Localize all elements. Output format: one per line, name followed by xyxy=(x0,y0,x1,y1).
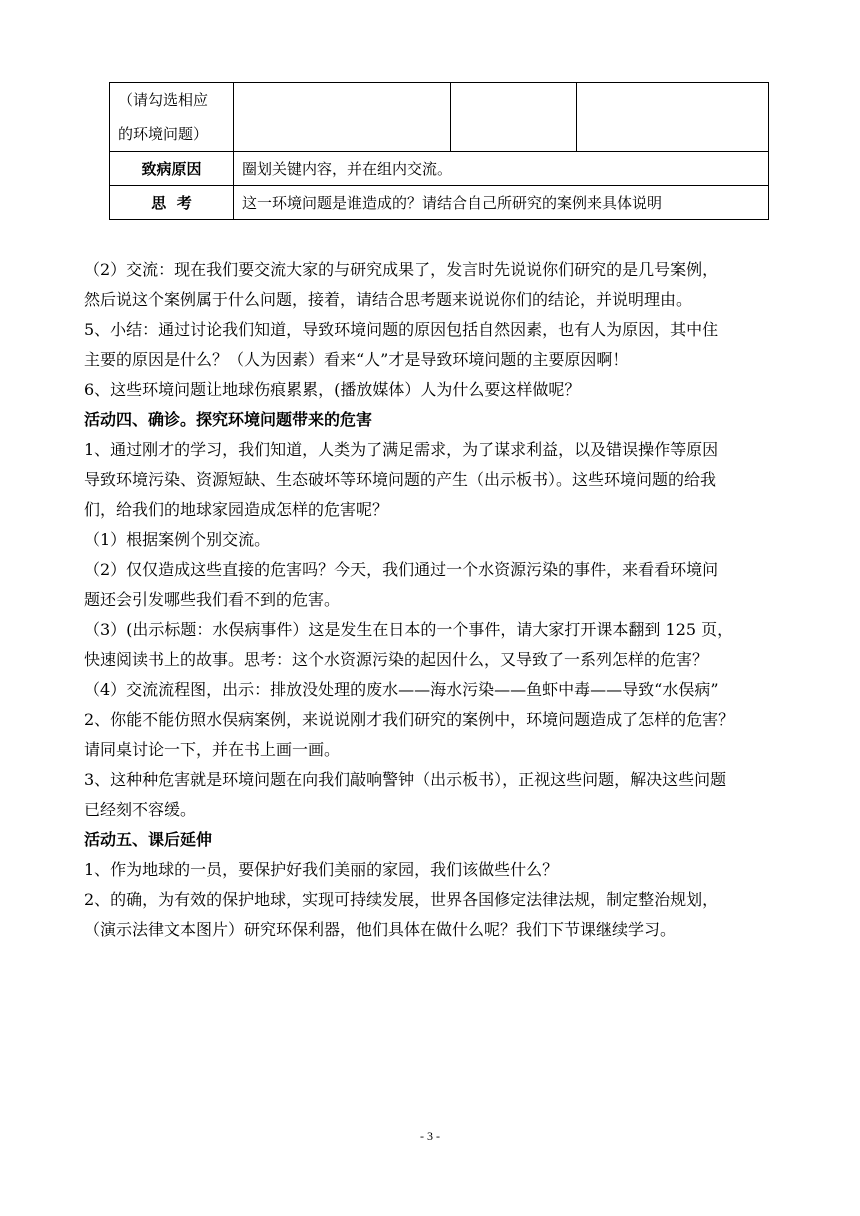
paragraph-line: （4）交流流程图，出示：排放没处理的废水——海水污染——鱼虾中毒——导致“水俣病” xyxy=(84,680,719,699)
think-label: 思 考 xyxy=(110,186,234,220)
cause-text: 圈划关键内容，并在组内交流。 xyxy=(234,152,769,186)
section-heading: 活动五、课后延伸 xyxy=(84,830,213,849)
paragraph-line: 2、的确，为有效的保护地球，实现可持续发展，世界各国修定法律法规，制定整治规划， xyxy=(84,890,719,909)
paragraph-line: 已经刻不容缓。 xyxy=(84,800,197,819)
paragraph-line: 请同桌讨论一下，并在书上画一画。 xyxy=(84,740,341,759)
table-cell-empty xyxy=(451,83,577,152)
table-cell-empty xyxy=(234,83,451,152)
paragraph-line: 主要的原因是什么？（人为因素）看来“人”才是导致环境问题的主要原因啊！ xyxy=(84,350,629,369)
problem-label-line: 的环境问题） xyxy=(118,125,209,143)
section-heading: 活动四、确诊。探究环境问题带来的危害 xyxy=(84,410,373,429)
body-text xyxy=(84,255,784,945)
table-cell-empty xyxy=(577,83,769,152)
paragraph-line: 2、你能不能仿照水俣病案例，来说说刚才我们研究的案例中，环境问题造成了怎样的危害？ xyxy=(84,710,735,729)
paragraph-line: （2）交流：现在我们要交流大家的与研究成果了，发言时先说说你们研究的是几号案例， xyxy=(84,260,719,279)
paragraph-line: （2）仅仅造成这些直接的危害吗？今天，我们通过一个水资源污染的事件，来看看环境问 xyxy=(84,560,719,579)
paragraph-line: 题还会引发哪些我们看不到的危害。 xyxy=(84,590,341,609)
paragraph-line: 3、这种种危害就是环境问题在向我们敲响警钟（出示板书），正视这些问题，解决这些问题 xyxy=(84,770,727,789)
paragraph-line: （1）根据案例个别交流。 xyxy=(84,530,271,549)
problem-label-line: （请勾选相应 xyxy=(118,91,209,109)
paragraph-line: （演示法律文本图片）研究环保利器，他们具体在做什么呢？我们下节课继续学习。 xyxy=(84,920,677,939)
table-row xyxy=(110,186,769,220)
page-number: - 3 - xyxy=(420,1129,440,1143)
paragraph-line: 1、通过刚才的学习，我们知道，人类为了满足需求，为了谋求利益，以及错误操作等原因 xyxy=(84,440,719,459)
paragraph-line: 1、作为地球的一员，要保护好我们美丽的家园，我们该做些什么？ xyxy=(84,860,559,879)
paragraph-line: 导致环境污染、资源短缺、生态破坏等环境问题的产生（出示板书）。这些环境问题的给我 xyxy=(84,470,717,489)
paragraph-line: 6、这些环境问题让地球伤痕累累，(播放媒体）人为什么要这样做呢？ xyxy=(84,380,581,399)
case-study-table xyxy=(109,82,769,220)
paragraph-line: 们，给我们的地球家园造成怎样的危害呢？ xyxy=(84,500,389,519)
cause-label: 致病原因 xyxy=(110,152,234,186)
paragraph-line: 快速阅读书上的故事。思考：这个水资源污染的起因什么，又导致了一系列怎样的危害？ xyxy=(84,650,709,669)
paragraph-line: （3）(出示标题：水俣病事件）这是发生在日本的一个事件，请大家打开课本翻到 125 页， xyxy=(84,620,734,639)
table-row xyxy=(110,152,769,186)
paragraph-line: 然后说这个案例属于什么问题，接着，请结合思考题来说说你们的结论，并说明理由。 xyxy=(84,290,693,309)
table-row xyxy=(110,83,769,152)
problem-label-cell xyxy=(110,83,234,152)
paragraph-line: 5、小结：通过讨论我们知道，导致环境问题的原因包括自然因素，也有人为原因，其中住 xyxy=(84,320,719,339)
think-text: 这一环境问题是谁造成的？请结合自己所研究的案例来具体说明 xyxy=(234,186,769,220)
